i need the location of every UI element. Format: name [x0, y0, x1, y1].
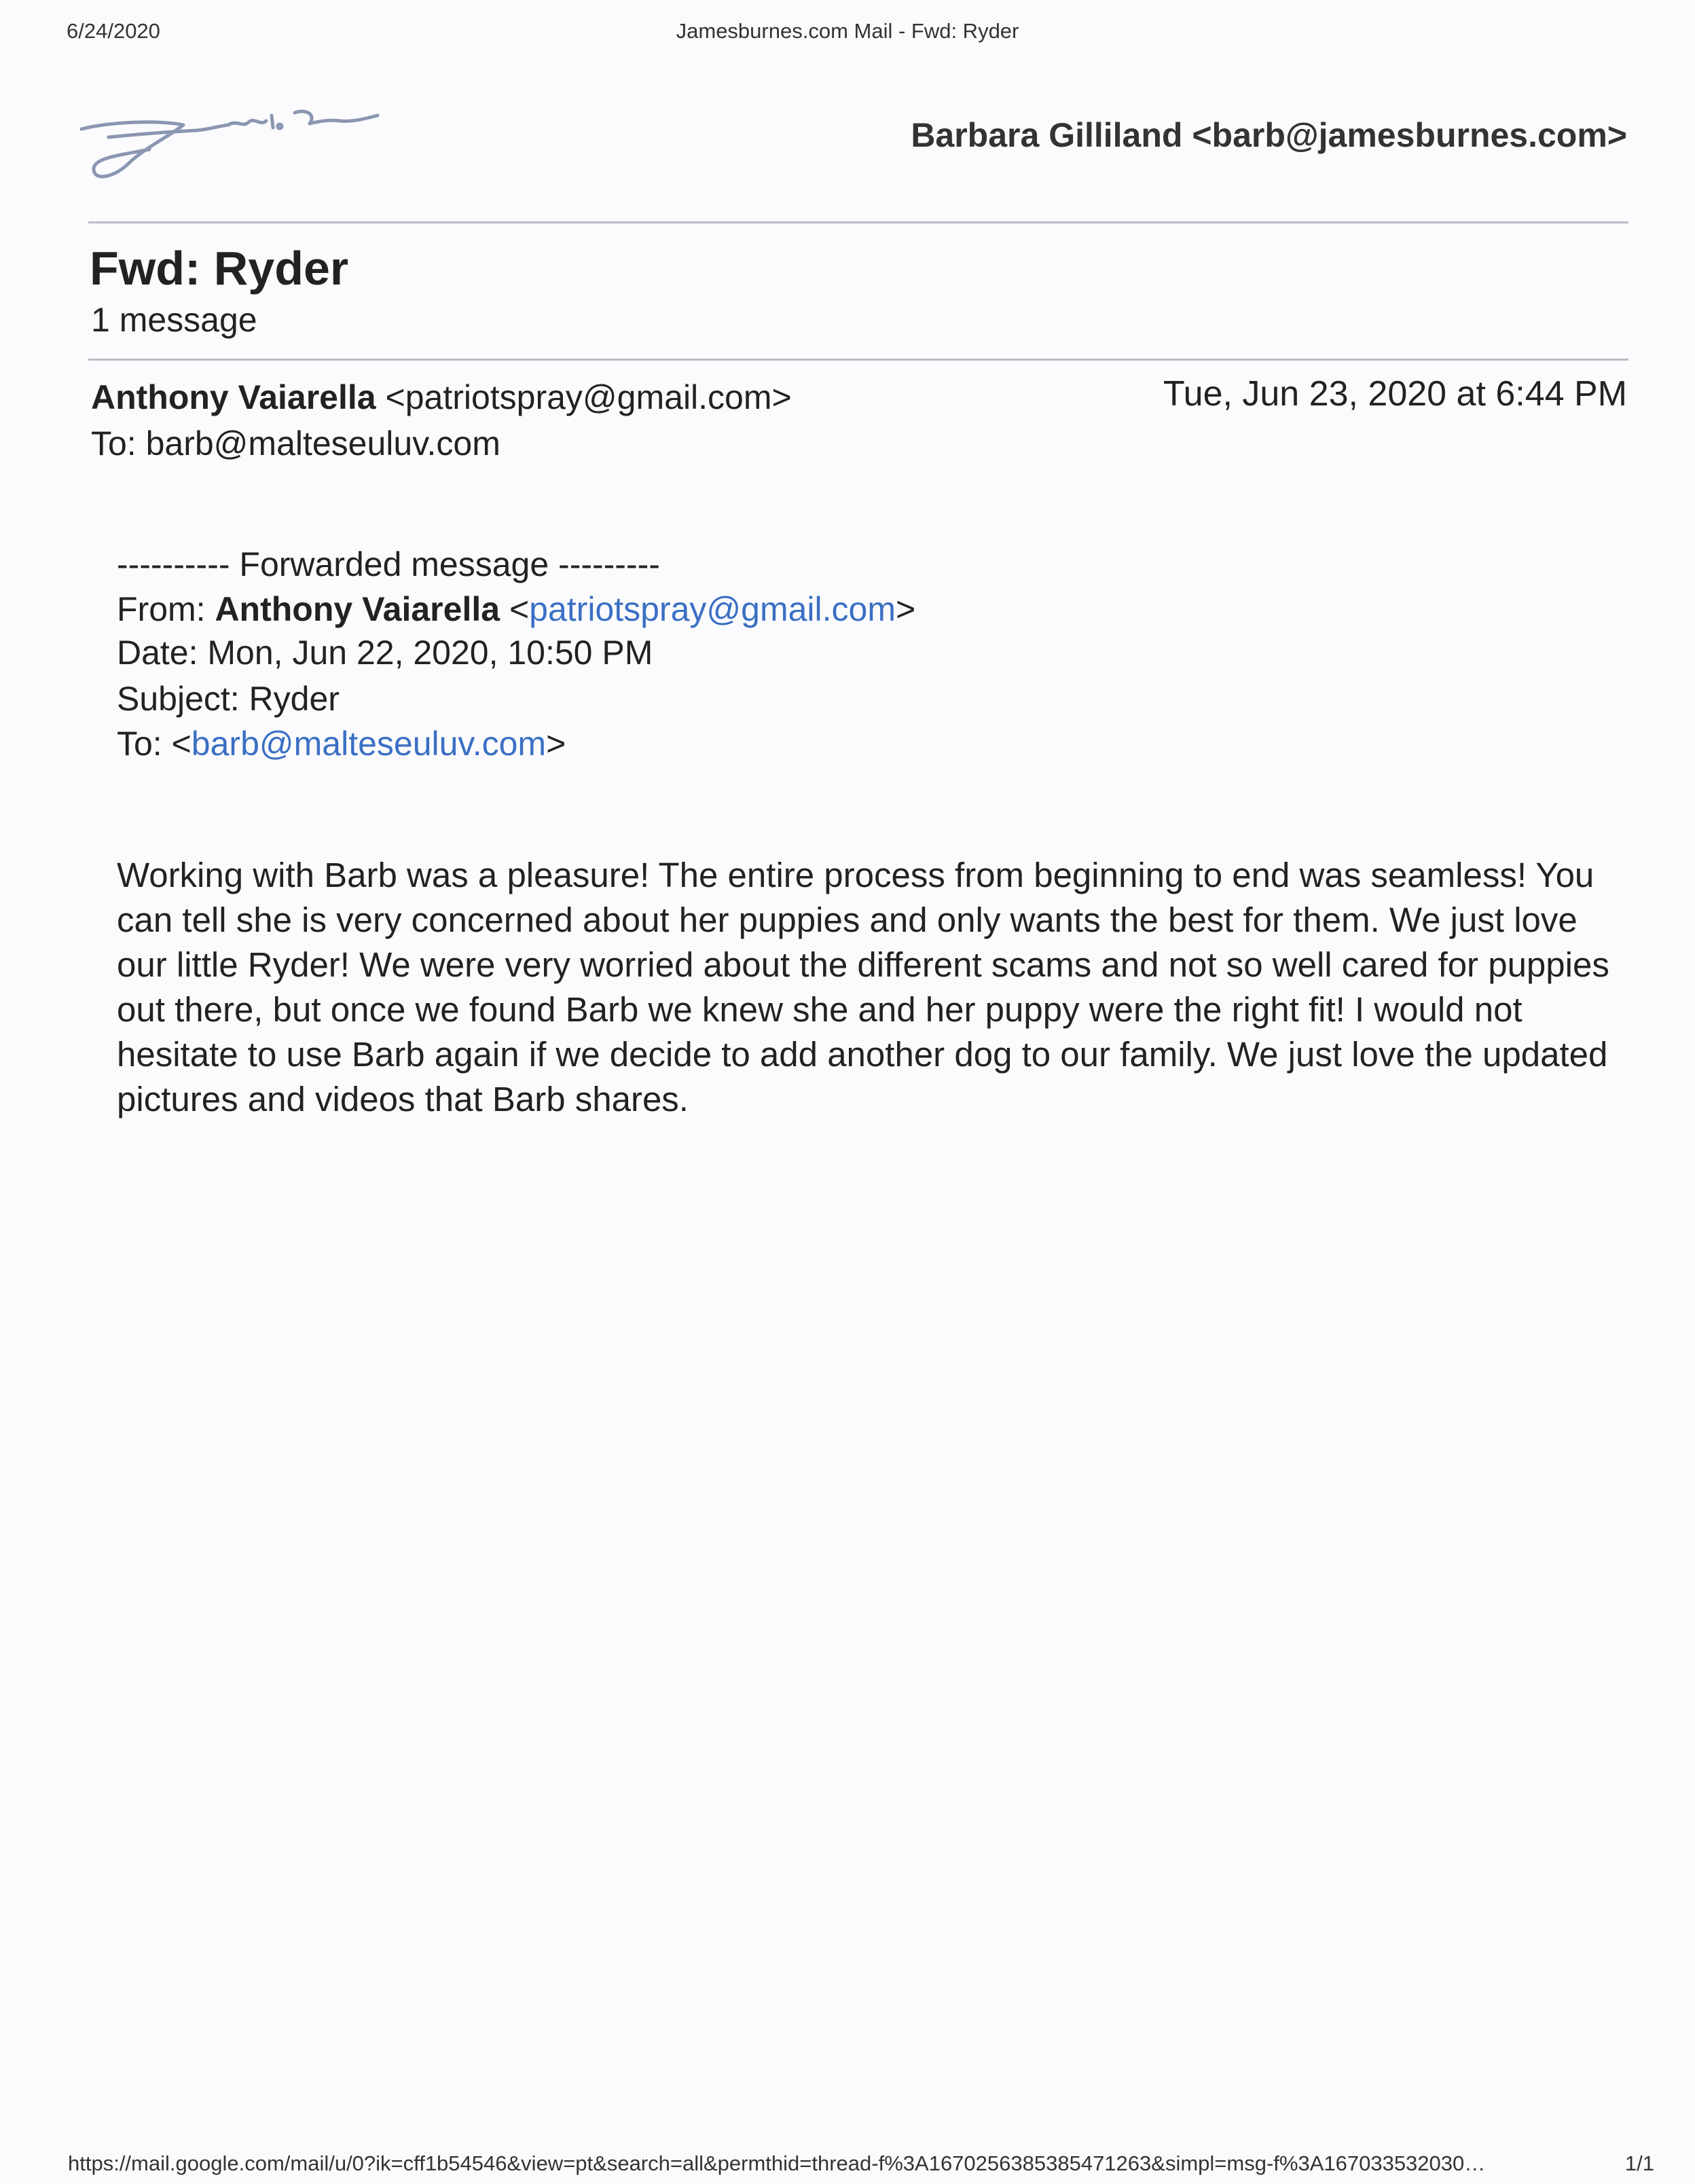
message-count: 1 message	[91, 301, 257, 339]
to-label: To: <	[117, 725, 192, 763]
forwarded-subject: Subject: Ryder	[117, 680, 340, 718]
footer-page-number: 1/1	[1624, 2151, 1654, 2175]
forwarded-to	[117, 724, 566, 763]
from-email-link[interactable]: patriotspray@gmail.com	[529, 590, 896, 628]
print-date: 6/24/2020	[67, 19, 160, 43]
forwarded-date: Date: Mon, Jun 22, 2020, 10:50 PM	[117, 634, 653, 672]
divider-top	[88, 221, 1628, 223]
to-gt: >	[546, 725, 566, 763]
forwarded-from	[117, 589, 915, 629]
sender-email: <patriotspray@gmail.com>	[385, 378, 792, 416]
to-email-link[interactable]: barb@malteseuluv.com	[191, 725, 547, 763]
account-header: Barbara Gilliland <barb@jamesburnes.com>	[911, 116, 1627, 154]
handwritten-signature-icon	[68, 95, 387, 190]
message-date: Tue, Jun 23, 2020 at 6:44 PM	[1163, 374, 1627, 414]
from-name: Anthony Vaiarella	[215, 590, 500, 628]
message-recipient: To: barb@malteseuluv.com	[91, 424, 500, 462]
message-sender	[91, 378, 792, 417]
thread-subject: Fwd: Ryder	[90, 242, 349, 295]
message-body: Working with Barb was a pleasure! The entire process from beginning to end was seamless! You can tell she is very concerned about her puppies and only wants the best for them. We just love our little Ryder! We were very worried about the different scams and not so well cared for puppies out there, but once we found Barb we knew she and her puppy were the right fit! I would not hesitate to use Barb again if we decide to add another dog to our family. We just love the updated pictures and videos that Barb shares.	[117, 856, 1609, 1118]
from-gt: >	[895, 590, 916, 628]
from-label: From:	[117, 590, 206, 628]
from-lt: <	[509, 590, 530, 628]
divider-message	[88, 359, 1628, 361]
forwarded-divider: ---------- Forwarded message ---------	[117, 545, 660, 583]
footer-url: https://mail.google.com/mail/u/0?ik=cff1b54546&view=pt&search=all&permthid=thread-f%3A1670256385385471263&simpl=msg-f%3A167033532030…	[68, 2151, 1486, 2175]
sender-name: Anthony Vaiarella	[91, 378, 376, 416]
print-page-title: Jamesburnes.com Mail - Fwd: Ryder	[676, 19, 1019, 43]
